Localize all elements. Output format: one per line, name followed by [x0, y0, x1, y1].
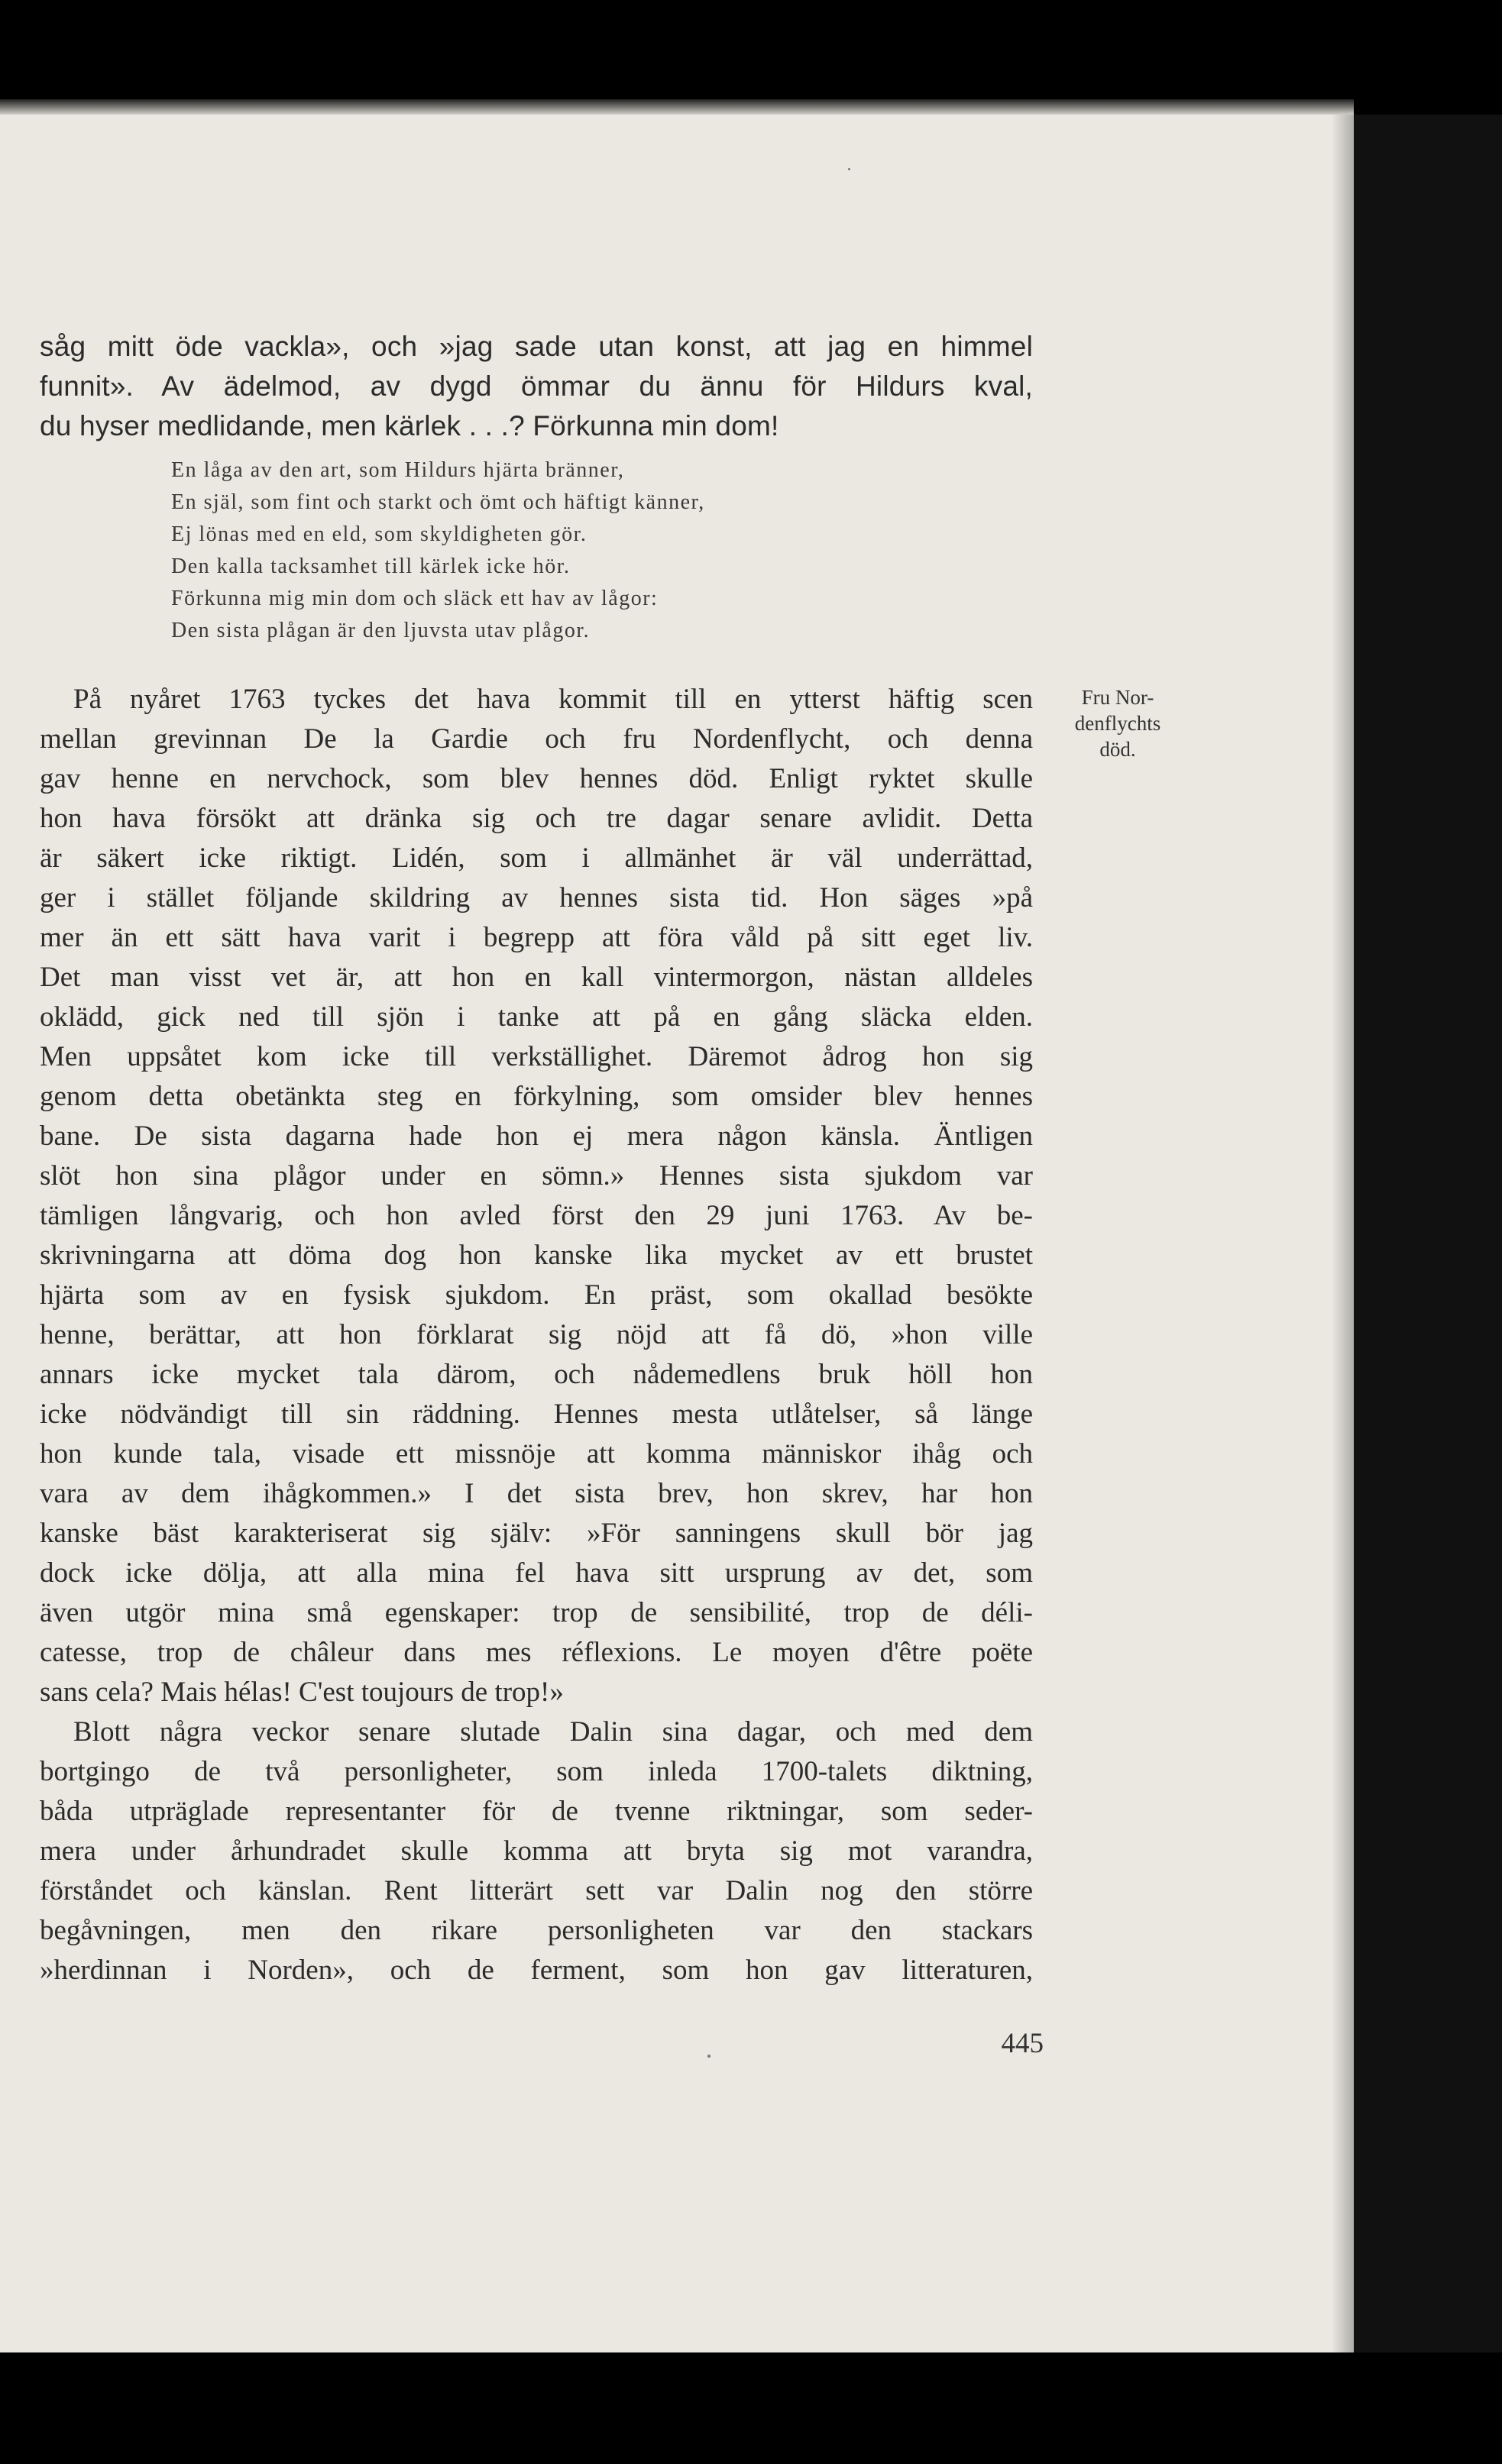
- body-line: sans cela? Mais hélas! C'est toujours de trop!»: [40, 1677, 564, 1708]
- body-line: vara av dem ihågkommen.» I det sista brev, hon skrev, har hon: [40, 1478, 1033, 1509]
- body-line: kanske bäst karakteriserat sig själv: »För sanningens skull bör jag: [40, 1518, 1033, 1549]
- body-line: mer än ett sätt hava varit i begrepp att föra våld på sitt eget liv.: [40, 922, 1033, 953]
- body-line: På nyåret 1763 tyckes det hava kommit till en ytterst häftig scen: [73, 684, 1033, 715]
- body-line: gav henne en nervchock, som blev hennes död. Enligt ryktet skulle: [40, 763, 1033, 794]
- paper-speck: [707, 2055, 711, 2058]
- poem-line: Förkunna mig min dom och släck ett hav av lågor:: [171, 587, 659, 610]
- poem-line: Ej lönas med en eld, som skyldigheten gör.: [171, 522, 588, 546]
- body-line: mellan grevinnan De la Gardie och fru Nordenflycht, och denna: [40, 723, 1033, 755]
- body-line: oklädd, gick ned till sjön i tanke att på en gång släcka elden.: [40, 1001, 1033, 1033]
- body-line: förståndet och känslan. Rent litterärt sett var Dalin nog den större: [40, 1875, 1033, 1906]
- body-line: tämligen långvarig, och hon avled först den 29 juni 1763. Av be-: [40, 1200, 1033, 1231]
- page-edge-shadow: [1331, 115, 1354, 2352]
- body-line: catesse, trop de châleur dans mes réflexions. Le moyen d'être poëte: [40, 1637, 1033, 1668]
- book-page: [0, 115, 1354, 2352]
- body-line: mera under århundradet skulle komma att bryta sig mot varandra,: [40, 1835, 1033, 1867]
- body-line: bortgingo de två personligheter, som inleda 1700-talets diktning,: [40, 1756, 1033, 1787]
- body-line: slöt hon sina plågor under en sömn.» Hennes sista sjukdom var: [40, 1160, 1033, 1192]
- poem-line: Den sista plågan är den ljuvsta utav plågor.: [171, 619, 591, 642]
- scan-background-strip: [1354, 115, 1502, 2352]
- body-line: dock icke dölja, att alla mina fel hava sitt ursprung av det, som: [40, 1557, 1033, 1589]
- body-line: båda utpräglade representanter för de tvenne riktningar, som seder-: [40, 1796, 1033, 1827]
- body-line: skrivningarna att döma dog hon kanske lika mycket av ett brustet: [40, 1240, 1033, 1271]
- poem-line: En låga av den art, som Hildurs hjärta bränner,: [171, 458, 625, 482]
- opening-line: såg mitt öde vackla», och »jag sade utan konst, att jag en himmel: [40, 331, 1033, 362]
- body-line: henne, berättar, att hon förklarat sig nöjd att få dö, »hon ville: [40, 1319, 1033, 1350]
- body-line: hon hava försökt att dränka sig och tre dagar senare avlidit. Detta: [40, 803, 1033, 834]
- margin-note-line: denflychts: [1074, 712, 1161, 735]
- opening-line: du hyser medlidande, men kärlek . . .? Förkunna min dom!: [40, 410, 779, 441]
- poem-line: Den kalla tacksamhet till kärlek icke hör.: [171, 555, 571, 578]
- body-line: annars icke mycket tala därom, och nådemedlens bruk höll hon: [40, 1359, 1033, 1390]
- body-line: ger i stället följande skildring av hennes sista tid. Hon säges »på: [40, 882, 1033, 913]
- body-line: Det man visst vet är, att hon en kall vintermorgon, nästan alldeles: [40, 962, 1033, 993]
- margin-note: [1060, 684, 1175, 762]
- opening-line: funnit». Av ädelmod, av dygd ömmar du ännu för Hildurs kval,: [40, 370, 1033, 402]
- body-line: genom detta obetänkta steg en förkylning, som omsider blev hennes: [40, 1081, 1033, 1112]
- page-top-edge: [0, 99, 1354, 115]
- margin-note-line: Fru Nor-: [1081, 686, 1154, 709]
- paper-speck: [848, 168, 850, 170]
- page-number: 445: [1001, 2028, 1044, 2059]
- poem-line: En själ, som fint och starkt och ömt och häftigt känner,: [171, 490, 705, 514]
- body-line: Blott några veckor senare slutade Dalin sina dagar, och med dem: [73, 1716, 1033, 1748]
- margin-note-line: död.: [1099, 738, 1136, 761]
- body-line: bane. De sista dagarna hade hon ej mera någon känsla. Äntligen: [40, 1120, 1033, 1152]
- body-line: begåvningen, men den rikare personligheten var den stackars: [40, 1915, 1033, 1946]
- body-line: Men uppsåtet kom icke till verkställighet. Däremot ådrog hon sig: [40, 1041, 1033, 1072]
- body-line: hjärta som av en fysisk sjukdom. En präst, som okallad besökte: [40, 1279, 1033, 1311]
- body-line: är säkert icke riktigt. Lidén, som i allmänhet är väl underrättad,: [40, 842, 1033, 874]
- body-line: hon kunde tala, visade ett missnöje att komma människor ihåg och: [40, 1438, 1033, 1470]
- body-line: icke nödvändigt till sin räddning. Hennes mesta utlåtelser, så länge: [40, 1399, 1033, 1430]
- body-line: även utgör mina små egenskaper: trop de sensibilité, trop de déli-: [40, 1597, 1033, 1628]
- body-line: »herdinnan i Norden», och de ferment, som hon gav litteraturen,: [40, 1955, 1033, 1986]
